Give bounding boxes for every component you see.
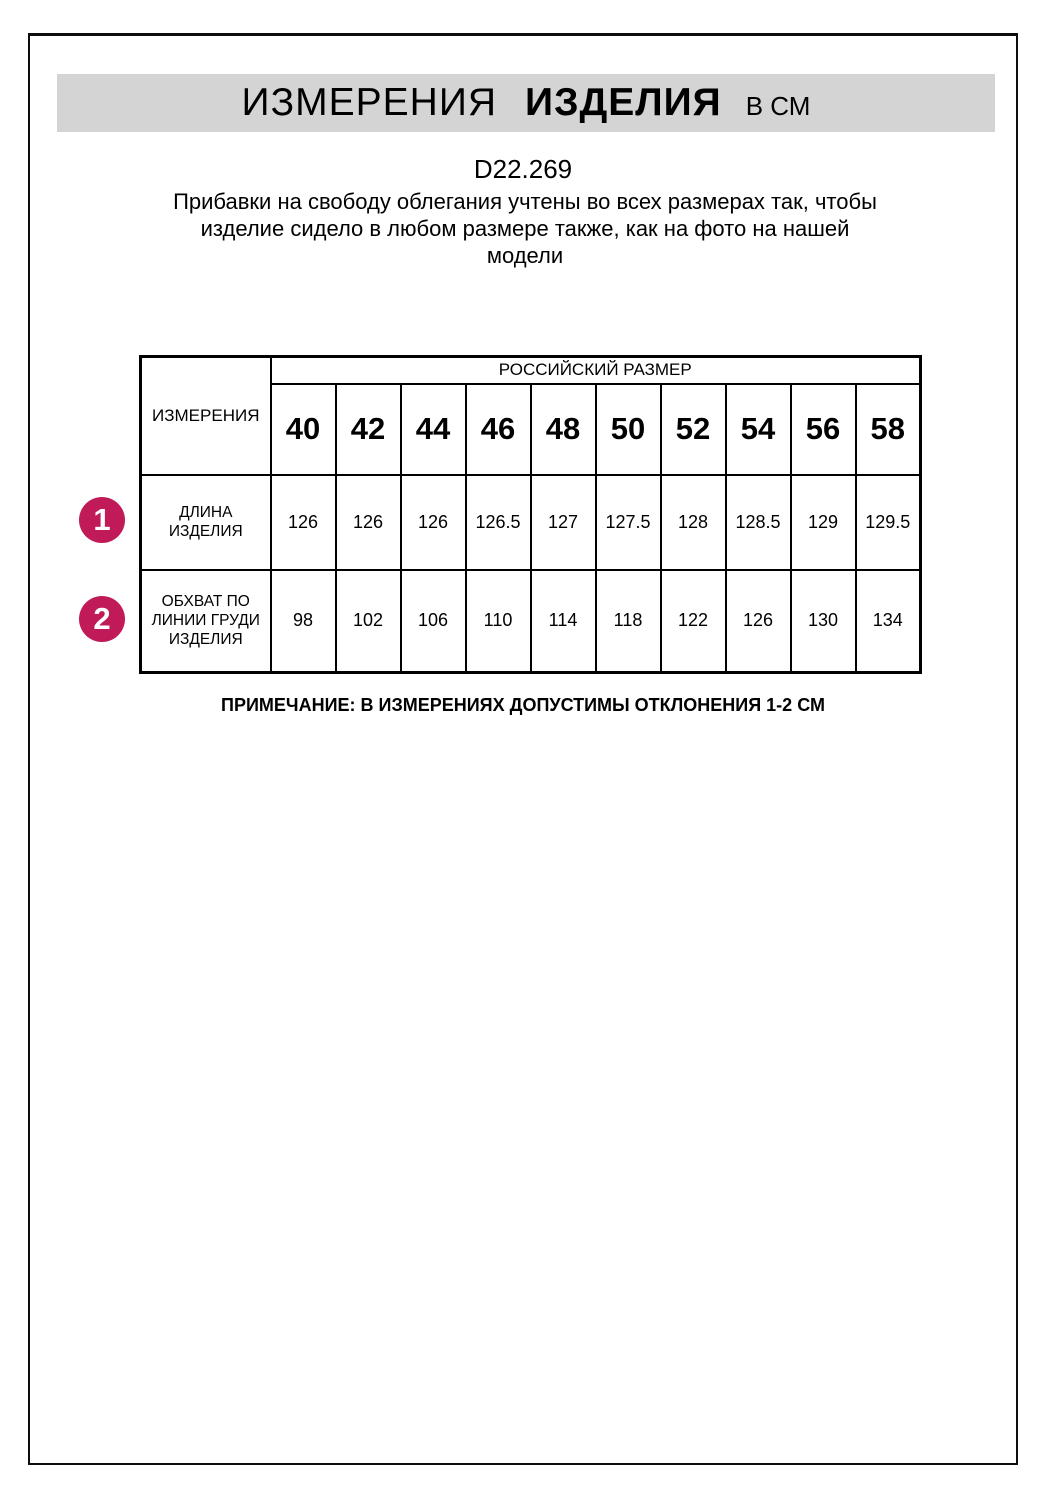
fit-description-line-3: модели <box>486 243 564 268</box>
row-number-badge-1: 1 <box>79 497 125 543</box>
value-cell: 128.5 <box>726 475 791 570</box>
value-cell: 127 <box>531 475 596 570</box>
value-cell: 126 <box>726 570 791 673</box>
fit-description-line-2: изделие сидело в любом размере также, как на фото на нашей <box>200 216 850 241</box>
value-cell: 126.5 <box>466 475 531 570</box>
value-cell: 134 <box>856 570 921 673</box>
product-code: D22.269 <box>473 154 573 184</box>
size-header: 52 <box>661 384 726 475</box>
value-cell: 128 <box>661 475 726 570</box>
value-cell: 118 <box>596 570 661 673</box>
fit-description <box>125 188 925 269</box>
value-cell: 126 <box>401 475 466 570</box>
size-header: 42 <box>336 384 401 475</box>
value-cell: 126 <box>336 475 401 570</box>
size-header: 40 <box>271 384 336 475</box>
tolerance-note: ПРИМЕЧАНИЕ: В ИЗМЕРЕНИЯХ ДОПУСТИМЫ ОТКЛОНЕНИЯ 1-2 СМ <box>221 695 825 715</box>
measurements-table <box>139 355 922 674</box>
value-cell: 129 <box>791 475 856 570</box>
value-cell: 114 <box>531 570 596 673</box>
value-cell: 98 <box>271 570 336 673</box>
value-cell: 106 <box>401 570 466 673</box>
size-header: 54 <box>726 384 791 475</box>
value-cell: 130 <box>791 570 856 673</box>
table-row-length <box>141 475 921 570</box>
size-header: 50 <box>596 384 661 475</box>
size-header: 46 <box>466 384 531 475</box>
size-header: 44 <box>401 384 466 475</box>
value-cell: 126 <box>271 475 336 570</box>
value-cell: 127.5 <box>596 475 661 570</box>
size-header: 48 <box>531 384 596 475</box>
value-cell: 110 <box>466 570 531 673</box>
size-group-header: РОССИЙСКИЙ РАЗМЕР <box>271 357 921 384</box>
size-header: 58 <box>856 384 921 475</box>
value-cell: 122 <box>661 570 726 673</box>
fit-description-line-1: Прибавки на свободу облегания учтены во всех размерах так, чтобы <box>173 189 877 214</box>
row-label-chest: ОБХВАТ ПО ЛИНИИ ГРУДИ ИЗДЕЛИЯ <box>141 570 271 673</box>
row-label-length: ДЛИНА ИЗДЕЛИЯ <box>141 475 271 570</box>
value-cell: 102 <box>336 570 401 673</box>
title-bar <box>57 74 995 132</box>
page-title-measurements: ИЗМЕРЕНИЯ <box>241 81 498 124</box>
page-title-unit: В СМ <box>745 90 811 121</box>
page-title-product: ИЗДЕЛИЯ <box>525 81 722 124</box>
value-cell: 129.5 <box>856 475 921 570</box>
page-frame <box>28 33 1018 1465</box>
size-header: 56 <box>791 384 856 475</box>
table-row-chest <box>141 570 921 673</box>
row-number-badge-2: 2 <box>79 596 125 642</box>
table-corner-header: ИЗМЕРЕНИЯ <box>141 357 271 475</box>
